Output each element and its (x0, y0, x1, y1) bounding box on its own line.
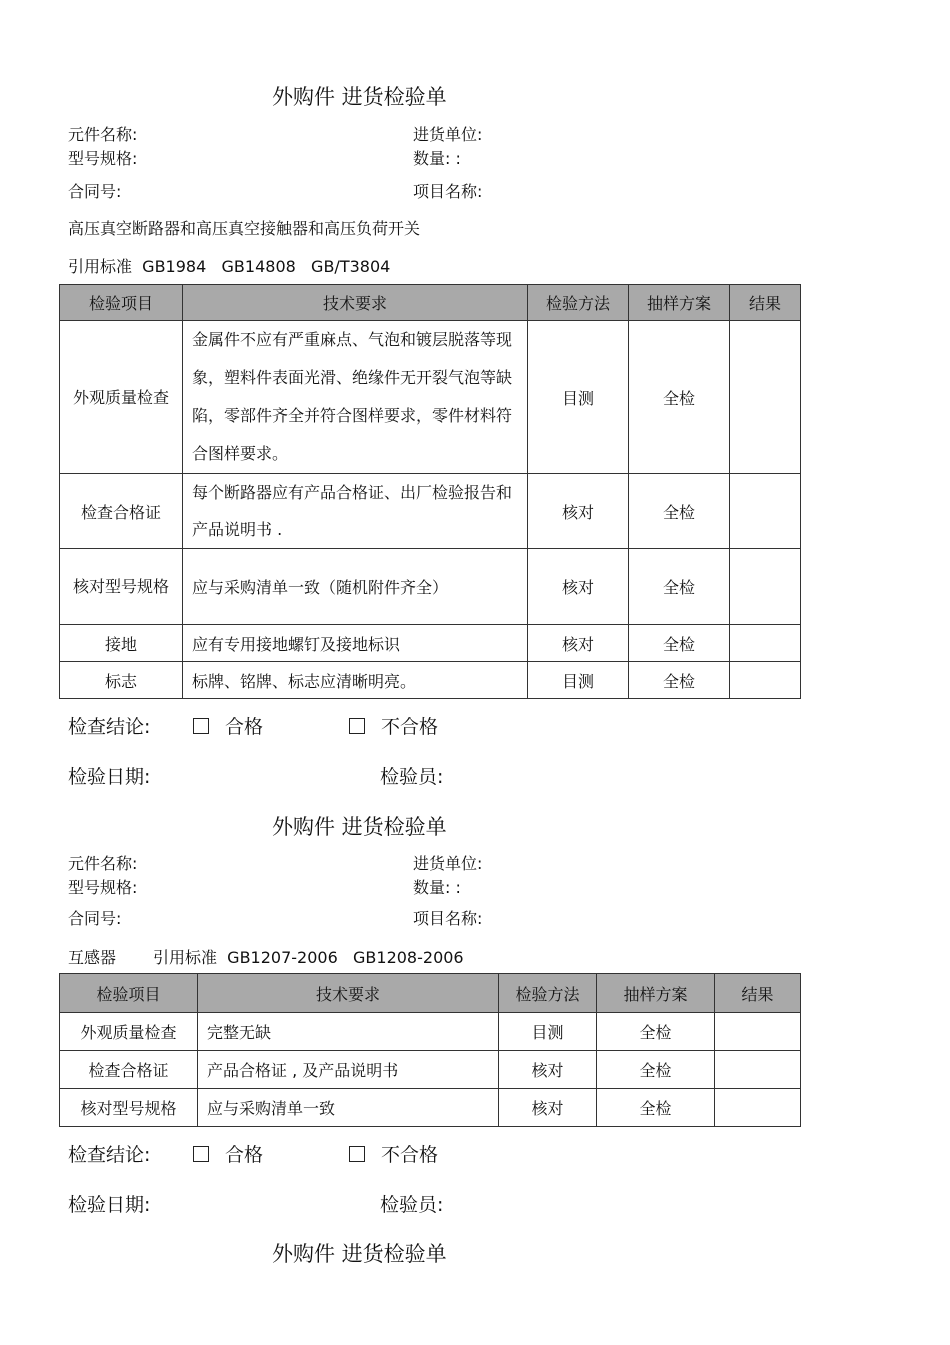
table-row (60, 1013, 801, 1051)
sampling-cell: 全检 (629, 549, 730, 625)
method-cell: 核对 (528, 625, 629, 662)
inspection-table (59, 973, 801, 1127)
item-cell: 核对型号规格 (60, 549, 183, 625)
product-name: 互感器 (68, 948, 117, 967)
result-cell (730, 662, 801, 699)
method-cell: 目测 (499, 1013, 597, 1051)
inspection-table (59, 284, 801, 699)
contract-label: 合同号: (68, 182, 122, 201)
checkbox-icon[interactable] (349, 718, 365, 734)
inspector-label: 检验员: (380, 766, 444, 788)
requirement-cell: 标牌、铭牌、标志应清晰明亮。 (183, 662, 528, 699)
fail-option[interactable] (349, 1140, 438, 1167)
pass-label: 合格 (225, 1144, 264, 1166)
form2-title: 外购件 进货检验单 (272, 815, 447, 839)
table-row (60, 549, 801, 625)
component-name-label: 元件名称: (68, 125, 138, 144)
table-row (60, 662, 801, 699)
quantity-label: 数量: : (413, 878, 461, 897)
method-cell: 核对 (499, 1089, 597, 1127)
header-item: 检验项目 (60, 285, 183, 321)
sampling-cell: 全检 (597, 1051, 715, 1089)
header-item: 检验项目 (60, 974, 198, 1013)
header-result: 结果 (715, 974, 801, 1013)
date-label: 检验日期: (68, 766, 151, 788)
table-header-row (60, 285, 801, 321)
item-cell: 检查合格证 (60, 474, 183, 549)
requirement-cell: 产品合格证 , 及产品说明书 (198, 1051, 499, 1089)
header-requirement: 技术要求 (198, 974, 499, 1013)
item-cell: 核对型号规格 (60, 1089, 198, 1127)
sampling-cell: 全检 (629, 321, 730, 474)
result-cell (715, 1051, 801, 1089)
requirement-cell: 完整无缺 (198, 1013, 499, 1051)
standard-reference: 引用标准 GB1984 GB14808 GB/T3804 (68, 257, 391, 276)
table-row (60, 474, 801, 549)
fail-label: 不合格 (381, 716, 439, 738)
table-row (60, 625, 801, 662)
date-label: 检验日期: (68, 1194, 151, 1216)
result-cell (730, 321, 801, 474)
method-cell: 目测 (528, 321, 629, 474)
sampling-cell: 全检 (597, 1013, 715, 1051)
method-cell: 核对 (499, 1051, 597, 1089)
requirement-cell: 应与采购清单一致（随机附件齐全） (183, 549, 528, 625)
requirement-cell: 金属件不应有严重麻点、气泡和镀层脱落等现象，塑料件表面光滑、绝缘件无开裂气泡等缺陷，零部件齐全并符合图样要求，零件材料符合图样要求。 (183, 321, 528, 474)
header-sampling: 抽样方案 (629, 285, 730, 321)
header-requirement: 技术要求 (183, 285, 528, 321)
pass-label: 合格 (225, 716, 264, 738)
header-sampling: 抽样方案 (597, 974, 715, 1013)
checkbox-icon[interactable] (193, 718, 209, 734)
requirement-cell: 每个断路器应有产品合格证、出厂检验报告和产品说明书 . (183, 474, 528, 549)
result-cell (715, 1089, 801, 1127)
checkbox-icon[interactable] (193, 1146, 209, 1162)
method-cell: 核对 (528, 549, 629, 625)
inspector-label: 检验员: (380, 1194, 444, 1216)
conclusion-label: 检查结论: (68, 1144, 151, 1166)
checkbox-icon[interactable] (349, 1146, 365, 1162)
conclusion-label: 检查结论: (68, 716, 151, 738)
quantity-label: 数量: : (413, 149, 461, 168)
header-method: 检验方法 (528, 285, 629, 321)
table-row (60, 1051, 801, 1089)
sampling-cell: 全检 (629, 474, 730, 549)
table-row (60, 1089, 801, 1127)
sampling-cell: 全检 (597, 1089, 715, 1127)
pass-option[interactable] (193, 712, 263, 739)
supplier-label: 进货单位: (413, 854, 483, 873)
form1-title: 外购件 进货检验单 (272, 85, 447, 109)
product-name: 高压真空断路器和高压真空接触器和高压负荷开关 (68, 219, 421, 238)
fail-option[interactable] (349, 712, 438, 739)
item-cell: 标志 (60, 662, 183, 699)
component-name-label: 元件名称: (68, 854, 138, 873)
form3-title: 外购件 进货检验单 (272, 1242, 447, 1266)
header-result: 结果 (730, 285, 801, 321)
model-label: 型号规格: (68, 878, 138, 897)
method-cell: 核对 (528, 474, 629, 549)
result-cell (730, 549, 801, 625)
result-cell (730, 625, 801, 662)
model-label: 型号规格: (68, 149, 138, 168)
item-cell: 外观质量检查 (60, 1013, 198, 1051)
result-cell (730, 474, 801, 549)
item-cell: 检查合格证 (60, 1051, 198, 1089)
table-header-row (60, 974, 801, 1013)
requirement-cell: 应与采购清单一致 (198, 1089, 499, 1127)
pass-option[interactable] (193, 1140, 263, 1167)
requirement-cell: 应有专用接地螺钉及接地标识 (183, 625, 528, 662)
item-cell: 接地 (60, 625, 183, 662)
item-cell: 外观质量检查 (60, 321, 183, 474)
result-cell (715, 1013, 801, 1051)
supplier-label: 进货单位: (413, 125, 483, 144)
contract-label: 合同号: (68, 909, 122, 928)
fail-label: 不合格 (381, 1144, 439, 1166)
sampling-cell: 全检 (629, 625, 730, 662)
table-row (60, 321, 801, 474)
project-label: 项目名称: (413, 182, 483, 201)
standard-reference: 引用标准 GB1207-2006 GB1208-2006 (153, 948, 464, 967)
sampling-cell: 全检 (629, 662, 730, 699)
method-cell: 目测 (528, 662, 629, 699)
project-label: 项目名称: (413, 909, 483, 928)
header-method: 检验方法 (499, 974, 597, 1013)
